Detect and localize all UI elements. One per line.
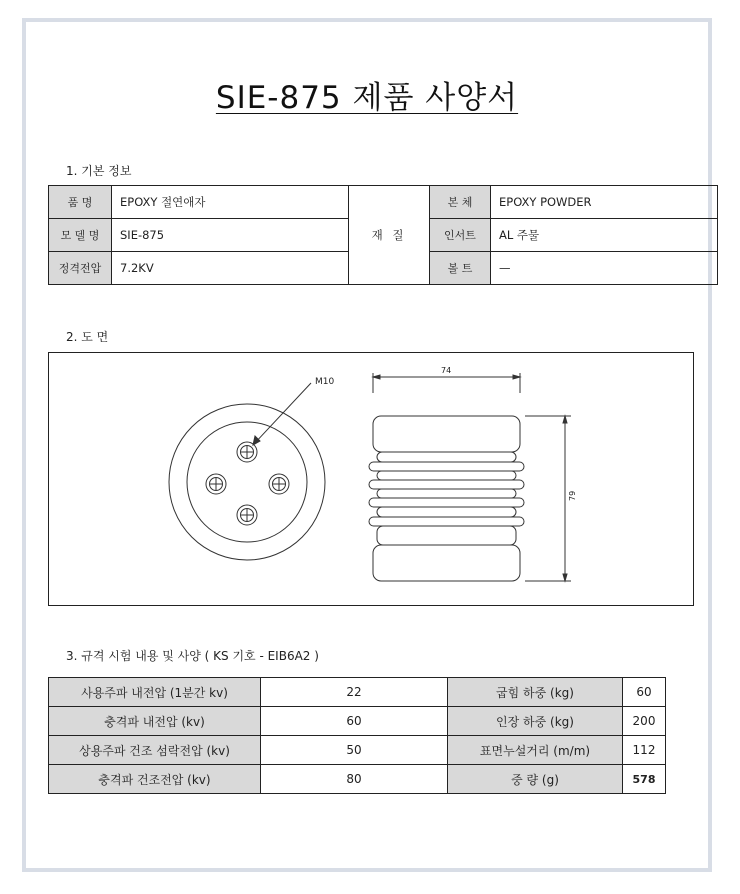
width-dimension-label: 74	[441, 366, 452, 375]
section-drawing-heading: 2. 도 면	[66, 330, 109, 344]
table-row	[49, 707, 666, 736]
top-view	[169, 383, 325, 560]
basic-value: SIE-875	[112, 219, 349, 252]
outer-circle	[169, 404, 325, 560]
material-part-label: 인서트	[430, 219, 491, 252]
page-title: SIE-875 제품 사양서	[215, 80, 519, 116]
basic-label: 품 명	[49, 186, 112, 219]
material-part-label: 본 체	[430, 186, 491, 219]
spec-label: 충격파 건조전압 (kv)	[49, 765, 261, 794]
section-basic-info-heading: 1. 기본 정보	[66, 164, 132, 178]
spec-value: 80	[261, 765, 448, 794]
shed-3	[369, 498, 524, 507]
basic-value: EPOXY 절연애자	[112, 186, 349, 219]
shed-2	[369, 480, 524, 489]
spec-label: 사용주파 내전압 (1분간 kv)	[49, 678, 261, 707]
side-view	[369, 373, 571, 581]
table-row	[49, 186, 718, 219]
bolt-hole-bottom	[237, 505, 257, 525]
spec-label: 충격파 내전압 (kv)	[49, 707, 261, 736]
spec-label: 굽힘 하중 (kg)	[448, 678, 623, 707]
spec-test-table	[48, 677, 666, 794]
table-row	[49, 736, 666, 765]
technical-drawing	[48, 352, 694, 606]
material-part-value: AL 주물	[491, 219, 718, 252]
spec-value: 22	[261, 678, 448, 707]
section-spec-heading: 3. 규격 시험 내용 및 사양 ( KS 기호 - EIB6A2 )	[66, 649, 319, 663]
spec-value: 578	[623, 765, 666, 794]
top-cap	[373, 416, 520, 452]
insulator-drawing-svg	[49, 353, 695, 607]
spec-value: 60	[261, 707, 448, 736]
thread-leader-arrow	[253, 436, 260, 445]
bolt-hole-left	[206, 474, 226, 494]
spec-label: 상용주파 건조 섬락전압 (kv)	[49, 736, 261, 765]
spec-value: 112	[623, 736, 666, 765]
spec-sheet-page	[22, 18, 712, 872]
height-dimension-label: 79	[568, 490, 577, 501]
spec-label: 중 량 (g)	[448, 765, 623, 794]
table-row	[49, 765, 666, 794]
bolt-hole-right	[269, 474, 289, 494]
thread-label: M10	[315, 377, 335, 387]
basic-label: 모 델 명	[49, 219, 112, 252]
basic-label: 정격전압	[49, 252, 112, 285]
spec-value: 50	[261, 736, 448, 765]
spec-label: 인장 하중 (kg)	[448, 707, 623, 736]
material-part-value: EPOXY POWDER	[491, 186, 718, 219]
spec-value: 60	[623, 678, 666, 707]
table-row	[49, 678, 666, 707]
material-part-value: —	[491, 252, 718, 285]
shed-1	[369, 462, 524, 471]
basic-info-table	[48, 185, 718, 285]
basic-value: 7.2KV	[112, 252, 349, 285]
spec-label: 표면누설거리 (m/m)	[448, 736, 623, 765]
thread-leader-line	[253, 383, 311, 445]
spec-value: 200	[623, 707, 666, 736]
material-label: 재 질	[349, 186, 430, 285]
shed-4	[369, 517, 524, 526]
material-part-label: 볼 트	[430, 252, 491, 285]
bottom-cap	[373, 545, 520, 581]
